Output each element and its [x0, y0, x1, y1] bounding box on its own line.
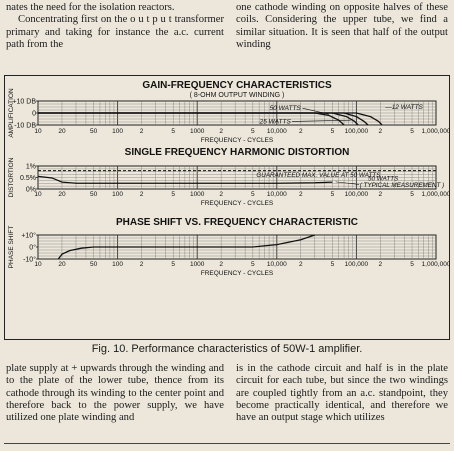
- x-tick-label: 2: [298, 128, 303, 135]
- x-tick-label: 1000: [189, 191, 205, 198]
- x-tick-label: 2: [378, 128, 383, 135]
- x-tick-label: 5: [251, 261, 255, 268]
- x-tick-label: 50: [90, 261, 98, 268]
- x-tick-label: 5: [171, 191, 176, 198]
- y-axis-label: PHASE SHIFT: [8, 225, 15, 269]
- figure-charts: [4, 75, 450, 340]
- x-tick-label: 2: [378, 191, 383, 198]
- x-tick-label: 5: [410, 261, 414, 268]
- x-tick-label: 1000: [189, 128, 205, 135]
- annotation-label: GUARANTEED MAX. VALUE AT 50 WATTS: [256, 172, 381, 180]
- annotation-label: 25 WATTS: [259, 118, 291, 126]
- x-tick-label: 1,000,000: [421, 261, 450, 268]
- y-tick-label: +10 DB: [12, 98, 36, 106]
- y-tick-label: -10 DB: [14, 122, 36, 130]
- x-tick-label: 20: [58, 128, 66, 135]
- paragraph: Concentrating first on the o u t p u t transformer primary and taking for instance the a.c. current path from the: [6, 14, 224, 50]
- x-tick-label: 2: [298, 261, 303, 268]
- x-tick-label: 10,000: [266, 261, 287, 268]
- x-tick-label: 10,000: [266, 191, 287, 198]
- y-tick-label: +10°: [21, 232, 36, 240]
- x-tick-label: 5: [251, 128, 255, 135]
- y-tick-label: 0: [32, 110, 36, 118]
- x-tick-label: 10: [34, 261, 42, 268]
- x-tick-label: 1000: [189, 261, 205, 268]
- x-tick-label: 5: [330, 128, 335, 135]
- x-tick-label: 2: [139, 261, 144, 268]
- figure-caption: Fig. 10. Performance characteristics of 50W-1 amplifier.: [91, 343, 363, 355]
- x-tick-label: 5: [171, 261, 176, 268]
- text-column-top-left: [6, 2, 224, 51]
- x-tick-label: 50: [90, 191, 98, 198]
- x-tick-label: 2: [219, 128, 223, 135]
- x-tick-label: 2: [139, 128, 144, 135]
- page-rule: [4, 443, 450, 444]
- x-tick-label: 2: [298, 191, 303, 198]
- x-tick-label: 100,000: [344, 261, 369, 268]
- chart-title: PHASE SHIFT VS. FREQUENCY CHARACTERISTIC: [115, 217, 359, 228]
- x-tick-label: 100,000: [344, 128, 369, 135]
- y-axis-label: DISTORTION: [8, 157, 15, 198]
- y-tick-label: 0%: [25, 186, 36, 194]
- x-tick-label: 2: [219, 191, 223, 198]
- x-tick-label: 1,000,000: [421, 191, 450, 198]
- text-column-bottom-left: [6, 363, 224, 424]
- x-tick-label: 20: [58, 191, 66, 198]
- paragraph: nates the need for the isolation reactors.: [6, 2, 175, 13]
- x-tick-label: 20: [58, 261, 66, 268]
- text-column-bottom-right: [236, 363, 448, 424]
- x-axis-label: FREQUENCY - CYCLES: [200, 270, 274, 277]
- paragraph: is in the cathode circuit and half is in the plate circuit for each tube, but since the two windings are coupled tightly from an a.c. standpoint, they become practically identical, and therefore we have an output stage which utilizes: [236, 363, 448, 424]
- x-tick-label: 5: [251, 191, 255, 198]
- x-tick-label: 5: [410, 191, 414, 198]
- x-tick-label: 10: [34, 191, 42, 198]
- y-tick-label: 1%: [25, 163, 36, 171]
- chart-subtitle: ( 8-OHM OUTPUT WINDING ): [189, 92, 285, 99]
- annotation-label: ( TYPICAL MEASUREMENT ): [359, 181, 445, 189]
- text-column-top-right: [236, 2, 448, 51]
- x-tick-label: 5: [330, 191, 335, 198]
- annotation-label: —12 WATTS: [385, 104, 423, 111]
- x-tick-label: 5: [171, 128, 176, 135]
- y-axis-label: AMPLIFICATION: [8, 88, 15, 138]
- x-tick-label: 5: [410, 128, 414, 135]
- x-tick-label: 100: [112, 128, 124, 135]
- paragraph: one cathode winding on opposite halves of these coils. Considering the upper tube, we find a similar situation. It is seen that half of the output winding: [236, 2, 448, 50]
- x-tick-label: 10: [34, 128, 42, 135]
- paragraph: plate supply at + upwards through the winding and to the plate of the lower tube, thence from its cathode through its winding to the center point and therefore back to the power supply, we have utilized one plate winding and: [6, 363, 224, 424]
- x-axis-label: FREQUENCY - CYCLES: [200, 200, 274, 207]
- x-tick-label: 2: [378, 261, 383, 268]
- chart-title: SINGLE FREQUENCY HARMONIC DISTORTION: [124, 147, 350, 158]
- x-tick-label: 100: [112, 191, 124, 198]
- annotation-label: 50 WATTS: [368, 175, 399, 183]
- annotation-label: 50 WATTS: [269, 105, 301, 113]
- x-tick-label: 5: [330, 261, 335, 268]
- y-tick-label: 0°: [29, 244, 36, 252]
- chart-title: GAIN-FREQUENCY CHARACTERISTICS: [142, 80, 332, 91]
- y-tick-label: 0.5%: [20, 175, 36, 182]
- y-tick-label: -10°: [23, 256, 36, 264]
- x-tick-label: 10,000: [266, 128, 287, 135]
- x-tick-label: 1,000,000: [421, 128, 450, 135]
- x-axis-label: FREQUENCY - CYCLES: [200, 137, 274, 144]
- x-tick-label: 2: [139, 191, 144, 198]
- x-tick-label: 2: [219, 261, 223, 268]
- x-tick-label: 50: [90, 128, 98, 135]
- x-tick-label: 100: [112, 261, 124, 268]
- x-tick-label: 100,000: [344, 191, 369, 198]
